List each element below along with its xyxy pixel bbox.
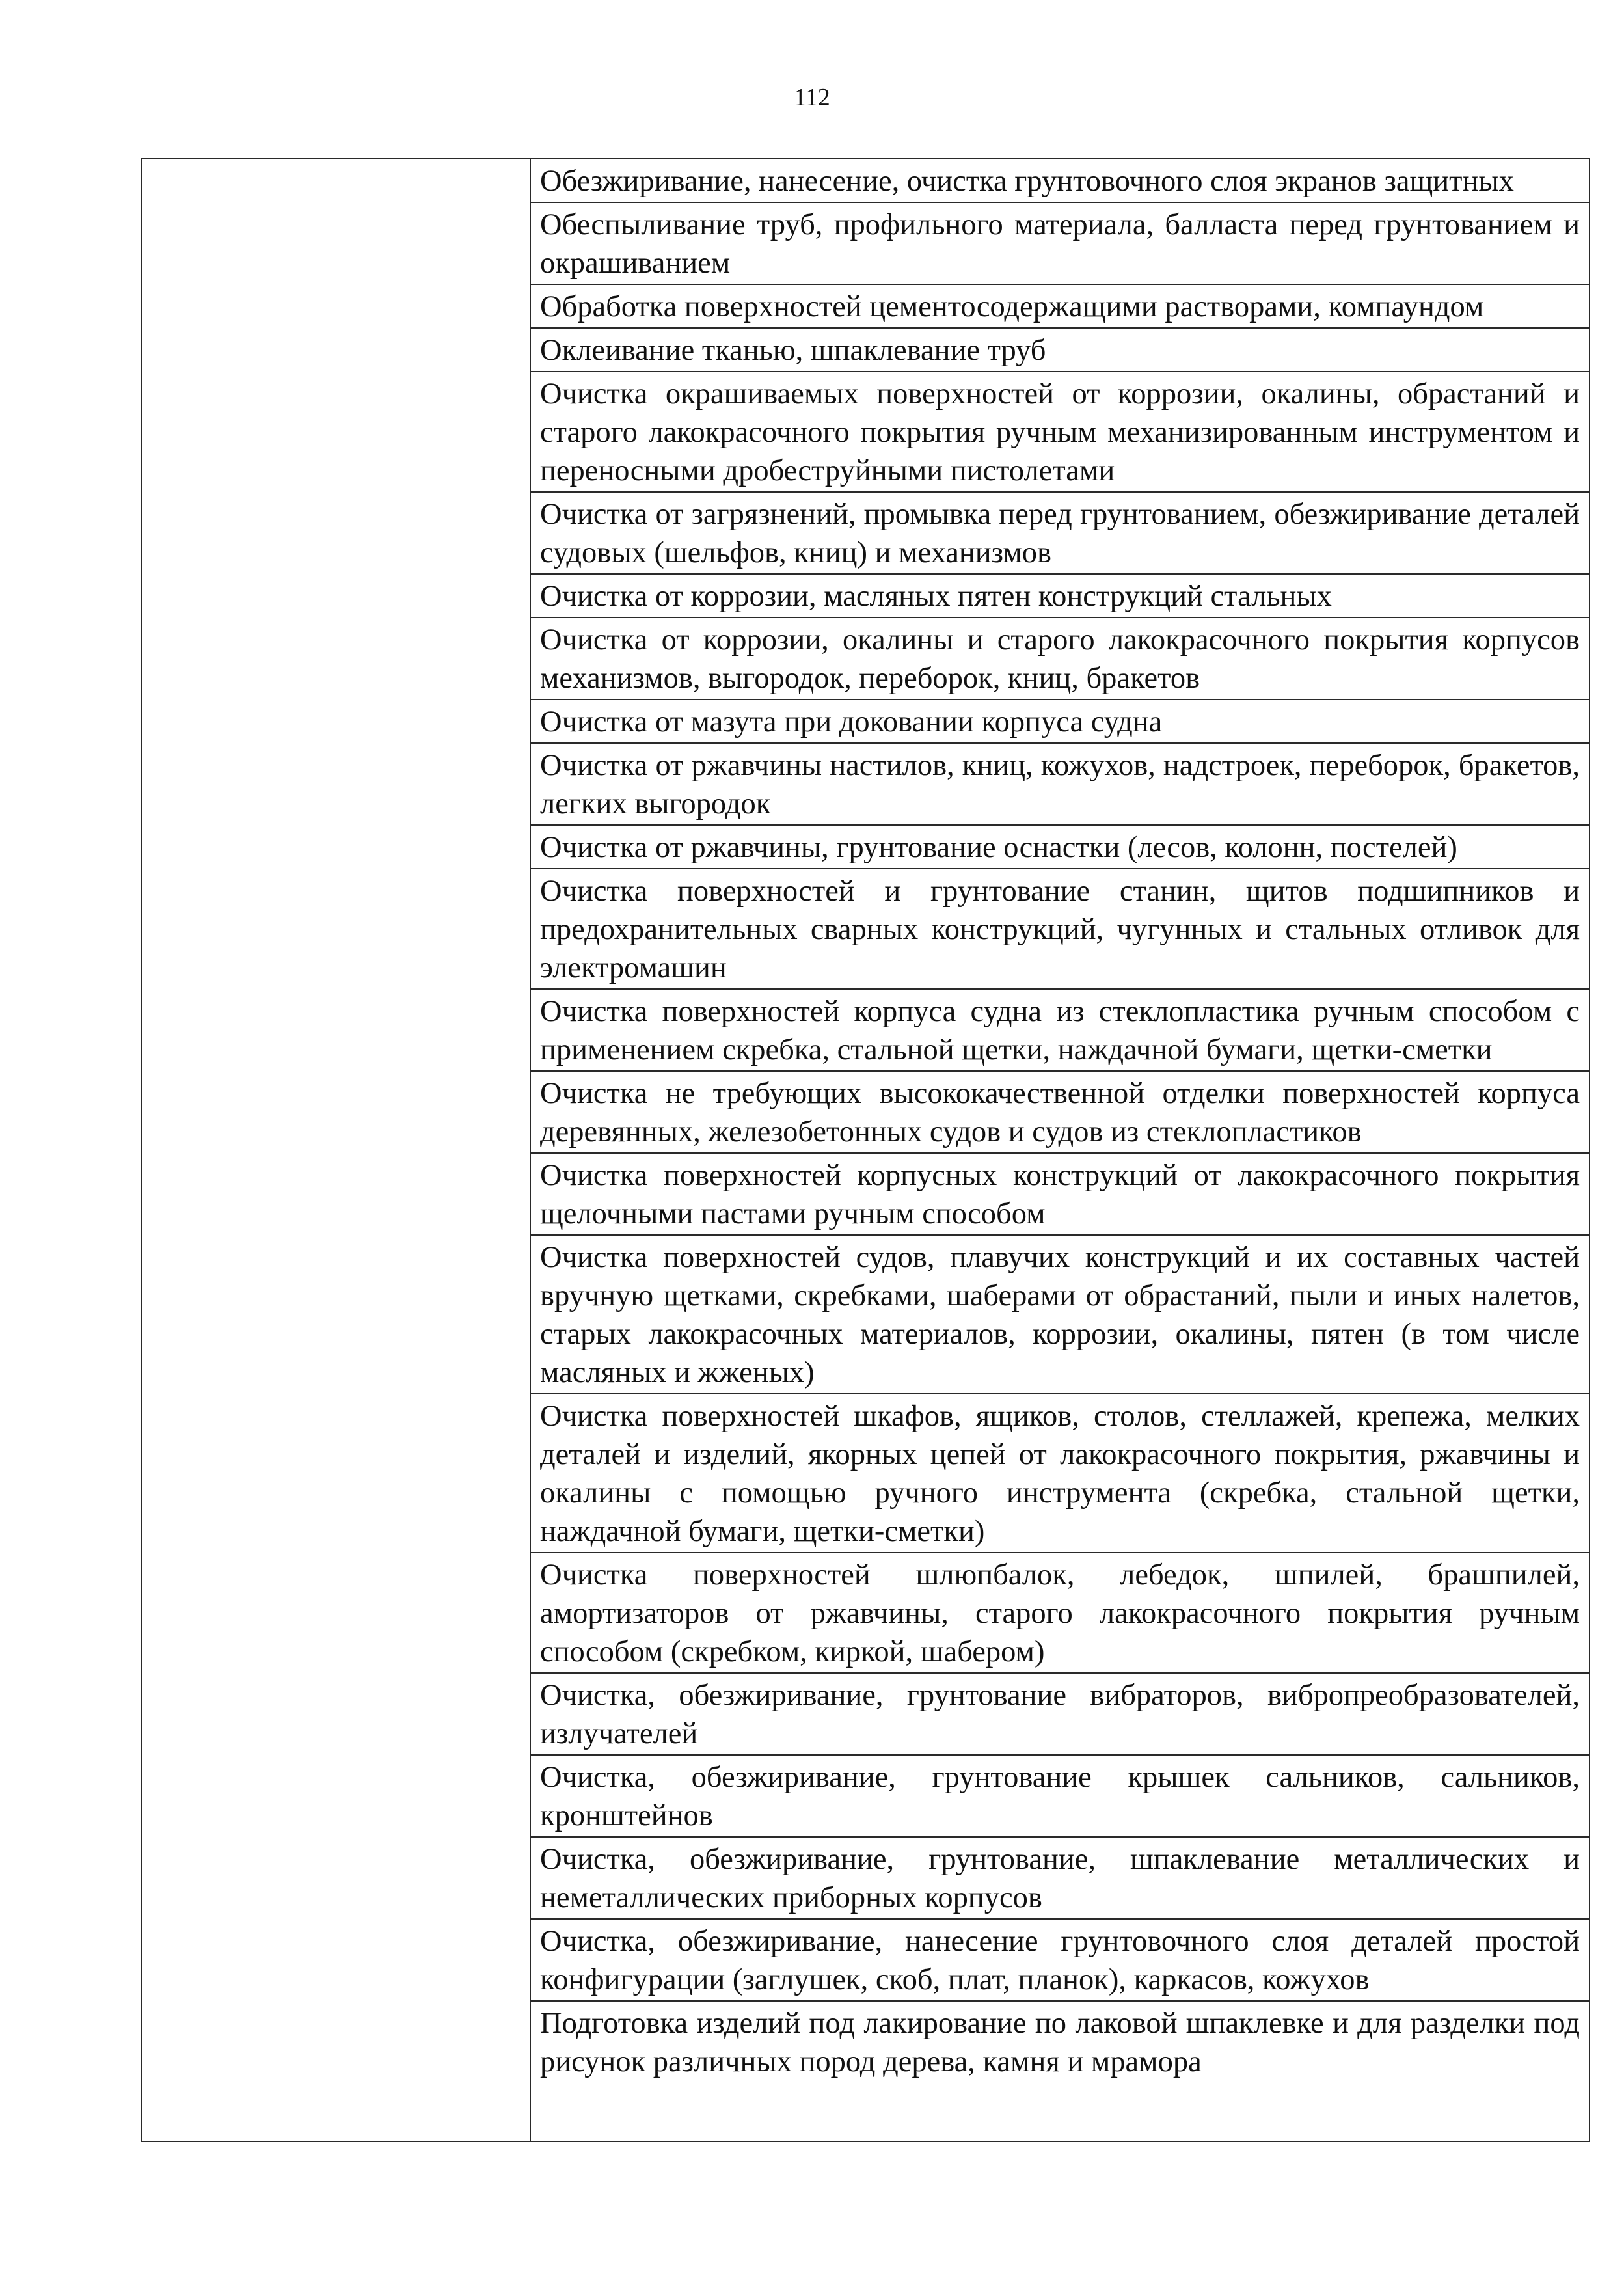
list-item: Очистка от ржавчины, грунтование оснастки (лесов, колонн, постелей) [531, 826, 1589, 869]
page-number: 112 [794, 84, 830, 111]
list-item: Очистка поверхностей шкафов, ящиков, столов, стеллажей, крепежа, мелких деталей и изделий, якорных цепей от лакокрасочного покрытия, ржавчины и окалины с помощью ручного инструмента (скребка, стальной щетки, наждачной бумаги, щетки-сметки) [531, 1394, 1589, 1553]
list-item: Очистка поверхностей и грунтование станин, щитов подшипников и предохранительных сварных конструкций, чугунных и стальных отливок для электромашин [531, 869, 1589, 990]
list-item: Очистка от ржавчины настилов, книц, кожухов, надстроек, переборок, бракетов, легких выгородок [531, 744, 1589, 826]
list-item: Очистка от загрязнений, промывка перед грунтованием, обезжиривание деталей судовых (шельфов, книц) и механизмов [531, 493, 1589, 575]
list-item: Обработка поверхностей цементосодержащими растворами, компаундом [531, 285, 1589, 329]
list-item: Оклеивание тканью, шпаклевание труб [531, 329, 1589, 372]
work-types-table [141, 158, 1590, 2142]
list-item: Очистка от коррозии, масляных пятен конструкций стальных [531, 575, 1589, 618]
list-item: Очистка, обезжиривание, грунтование, шпаклевание металлических и неметаллических приборных корпусов [531, 1838, 1589, 1920]
left-column-cell [141, 159, 530, 2141]
list-item: Очистка поверхностей шлюпбалок, лебедок, шпилей, брашпилей, амортизаторов от ржавчины, старого лакокрасочного покрытия ручным способом (скребком, киркой, шабером) [531, 1553, 1589, 1674]
list-item: Очистка от коррозии, окалины и старого лакокрасочного покрытия корпусов механизмов, выгородок, переборок, книц, бракетов [531, 618, 1589, 700]
list-item: Обезжиривание, нанесение, очистка грунтовочного слоя экранов защитных [531, 159, 1589, 203]
list-item: Очистка, обезжиривание, грунтование крышек сальников, сальников, кронштейнов [531, 1756, 1589, 1838]
table-row [141, 159, 1590, 2141]
list-item: Очистка поверхностей корпуса судна из стеклопластика ручным способом с применением скребка, стальной щетки, наждачной бумаги, щетки-сметки [531, 990, 1589, 1072]
list-item: Подготовка изделий под лакирование по лаковой шпаклевке и для разделки под рисунок различных пород дерева, камня и мрамора [540, 2007, 1580, 2078]
list-item: Очистка не требующих высококачественной отделки поверхностей корпуса деревянных, железобетонных судов и судов из стеклопластиков [531, 1072, 1589, 1154]
items-column-cell [530, 159, 1590, 2141]
list-item: Очистка окрашиваемых поверхностей от коррозии, окалины, обрастаний и старого лакокрасочного покрытия ручным механизированным инструментом и переносными дробеструйными пистолетами [531, 372, 1589, 493]
list-item: Очистка поверхностей судов, плавучих конструкций и их составных частей вручную щетками, скребками, шаберами от обрастаний, пыли и иных налетов, старых лакокрасочных материалов, коррозии, окалины, пятен (в том числе масляных и жженых) [531, 1236, 1589, 1394]
list-item: Очистка от мазута при доковании корпуса судна [531, 700, 1589, 744]
list-item: Очистка, обезжиривание, грунтование вибраторов, вибропреобразователей, излучателей [531, 1674, 1589, 1756]
list-item: Очистка, обезжиривание, нанесение грунтовочного слоя деталей простой конфигурации (заглушек, скоб, плат, планок), каркасов, кожухов [531, 1920, 1589, 2002]
list-item: Очистка поверхностей корпусных конструкций от лакокрасочного покрытия щелочными пастами ручным способом [531, 1154, 1589, 1236]
list-item: Обеспыливание труб, профильного материала, балласта перед грунтованием и окрашиванием [531, 203, 1589, 285]
